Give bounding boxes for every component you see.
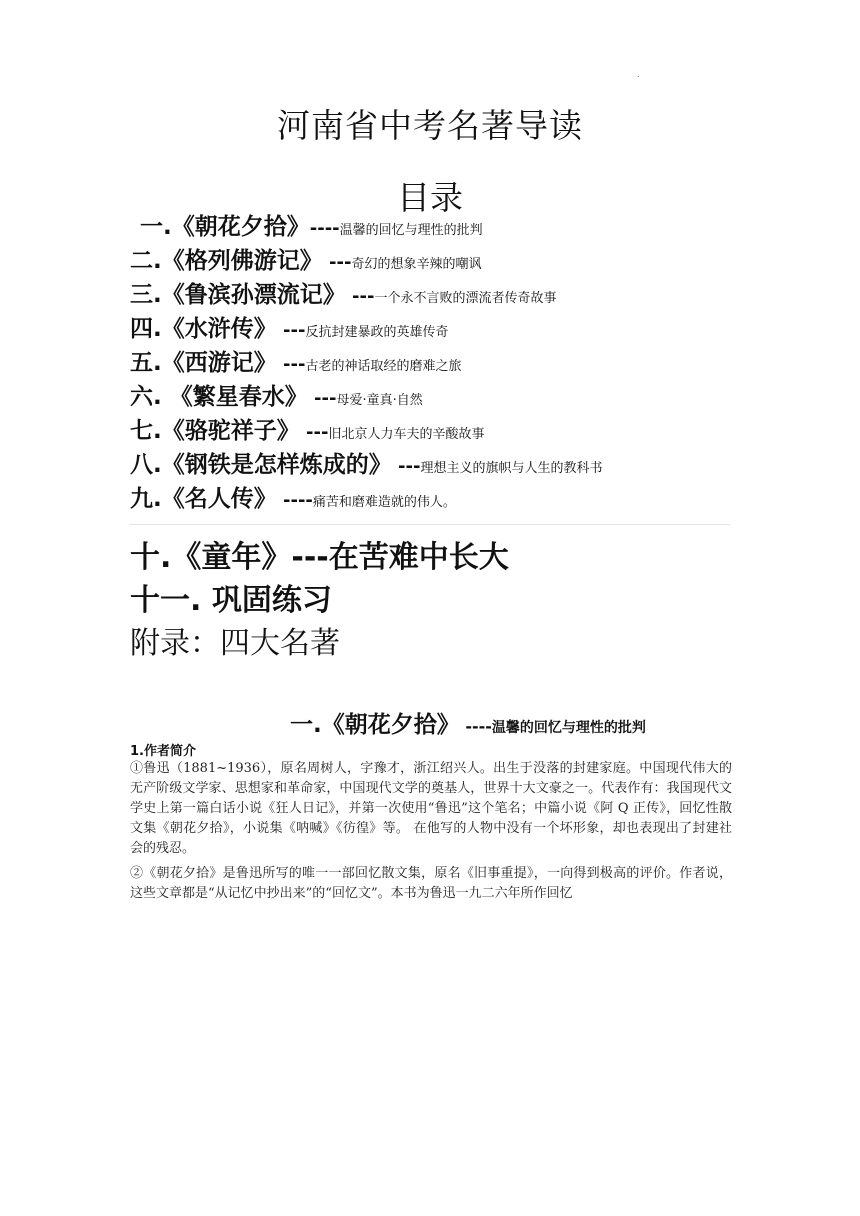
toc-item-book: 《繁星春水》 <box>161 384 308 410</box>
toc-item-dash: ---- <box>309 218 340 239</box>
toc-item-dash: --- <box>391 456 421 477</box>
toc-item-desc: 母爱·童真·自然 <box>336 393 423 408</box>
section-book: 《朝花夕拾》 <box>321 712 460 738</box>
toc-big-item[interactable]: 十一. 巩固练习 <box>130 583 332 618</box>
toc-item-book: 《格列佛游记》 <box>161 248 323 274</box>
toc-item-desc: 反抗封建暴政的英雄传奇 <box>305 325 449 340</box>
toc-item-number: 二. <box>130 248 162 274</box>
toc-item-desc: 一个永不言败的漂流者传奇故事 <box>374 291 557 306</box>
section-title <box>290 706 646 739</box>
toc-item-number: 七. <box>130 418 162 444</box>
toc-item-dash: ---- <box>276 490 313 511</box>
toc-item-number: 一. <box>140 214 172 240</box>
section-desc: 温馨的回忆与理性的批判 <box>491 720 646 736</box>
paragraph: ①鲁迅（1881~1936），原名周树人，字豫才，浙江绍兴人。出生于没落的封建家庭。中国现代伟大的无产阶级文学家、思想家和革命家，中国现代文学的奠基人，世界十大文豪之一。代表作有：我国现代文学史上第一篇白话小说《狂人日记》，并第一次使用“鲁迅”这个笔名；中篇小说《阿 Q 正传》，回忆性散文集《朝花夕拾》，小说集《呐喊》《彷徨》等。 在他写的人物中没有一个坏形象，却也表现出了封建社会的残忍。 <box>130 761 732 856</box>
toc-item-dash: --- <box>345 286 375 307</box>
toc-item-desc: 理想主义的旗帜与人生的教科书 <box>420 461 603 476</box>
toc-item[interactable] <box>130 346 730 380</box>
divider <box>130 524 730 525</box>
toc-item-book: 《骆驼祥子》 <box>161 418 300 444</box>
paragraph: ②《朝花夕拾》是鲁迅所写的唯一一部回忆散文集，原名《旧事重提》，一向得到极高的评价。作者说，这些文章都是“从记忆中抄出来”的“回忆文”。本书为鲁迅一九二六年所作回忆 <box>130 866 732 901</box>
toc-item-book: 《钢铁是怎样炼成的》 <box>161 452 392 478</box>
toc-item-number: 六. <box>130 384 162 410</box>
toc-continued <box>130 536 750 665</box>
toc-item-desc: 奇幻的想象辛辣的嘲讽 <box>351 257 482 272</box>
toc-item[interactable] <box>130 448 730 482</box>
toc-item-desc: 痛苦和磨难造就的伟人。 <box>312 495 456 510</box>
toc-item-desc: 温馨的回忆与理性的批判 <box>339 223 483 238</box>
toc-item[interactable] <box>130 380 730 414</box>
toc-big-item[interactable]: 十.《童年》---在苦难中长大 <box>130 540 509 575</box>
toc-item-number: 九. <box>130 486 162 512</box>
toc-item[interactable] <box>130 414 730 448</box>
toc-item-book: 《水浒传》 <box>161 316 277 342</box>
toc-item-number: 四. <box>130 316 162 342</box>
toc-item-number: 八. <box>130 452 162 478</box>
document-title: 河南省中考名著导读 <box>277 106 583 145</box>
toc-item-book: 《名人传》 <box>161 486 277 512</box>
author-intro-label: 1.作者简介 <box>130 744 196 759</box>
toc-item-number: 三. <box>130 282 162 308</box>
toc-heading: 目录 <box>397 178 463 217</box>
toc-item[interactable] <box>130 312 730 346</box>
toc-item-book: 《西游记》 <box>161 350 277 376</box>
toc-item-dash: --- <box>307 388 337 409</box>
toc-item-dash: --- <box>322 252 352 273</box>
table-of-contents <box>130 210 730 516</box>
toc-item-book: 《朝花夕拾》 <box>171 214 310 240</box>
section-dash: ---- <box>459 717 492 736</box>
toc-item[interactable] <box>130 482 730 516</box>
toc-item-dash: --- <box>299 422 329 443</box>
toc-item-dash: --- <box>276 354 306 375</box>
toc-big-item[interactable]: 附录：四大名著 <box>130 626 340 661</box>
toc-item[interactable] <box>130 210 730 244</box>
toc-item-number: 五. <box>130 350 162 376</box>
section-number: 一. <box>290 712 322 738</box>
toc-item[interactable] <box>130 278 730 312</box>
toc-item-desc: 旧北京人力车夫的辛酸故事 <box>328 427 485 442</box>
page-mark: . <box>637 70 640 79</box>
toc-item-book: 《鲁滨孙漂流记》 <box>161 282 346 308</box>
toc-item-desc: 古老的神话取经的磨难之旅 <box>305 359 462 374</box>
toc-item[interactable] <box>130 244 730 278</box>
toc-item-dash: --- <box>276 320 306 341</box>
